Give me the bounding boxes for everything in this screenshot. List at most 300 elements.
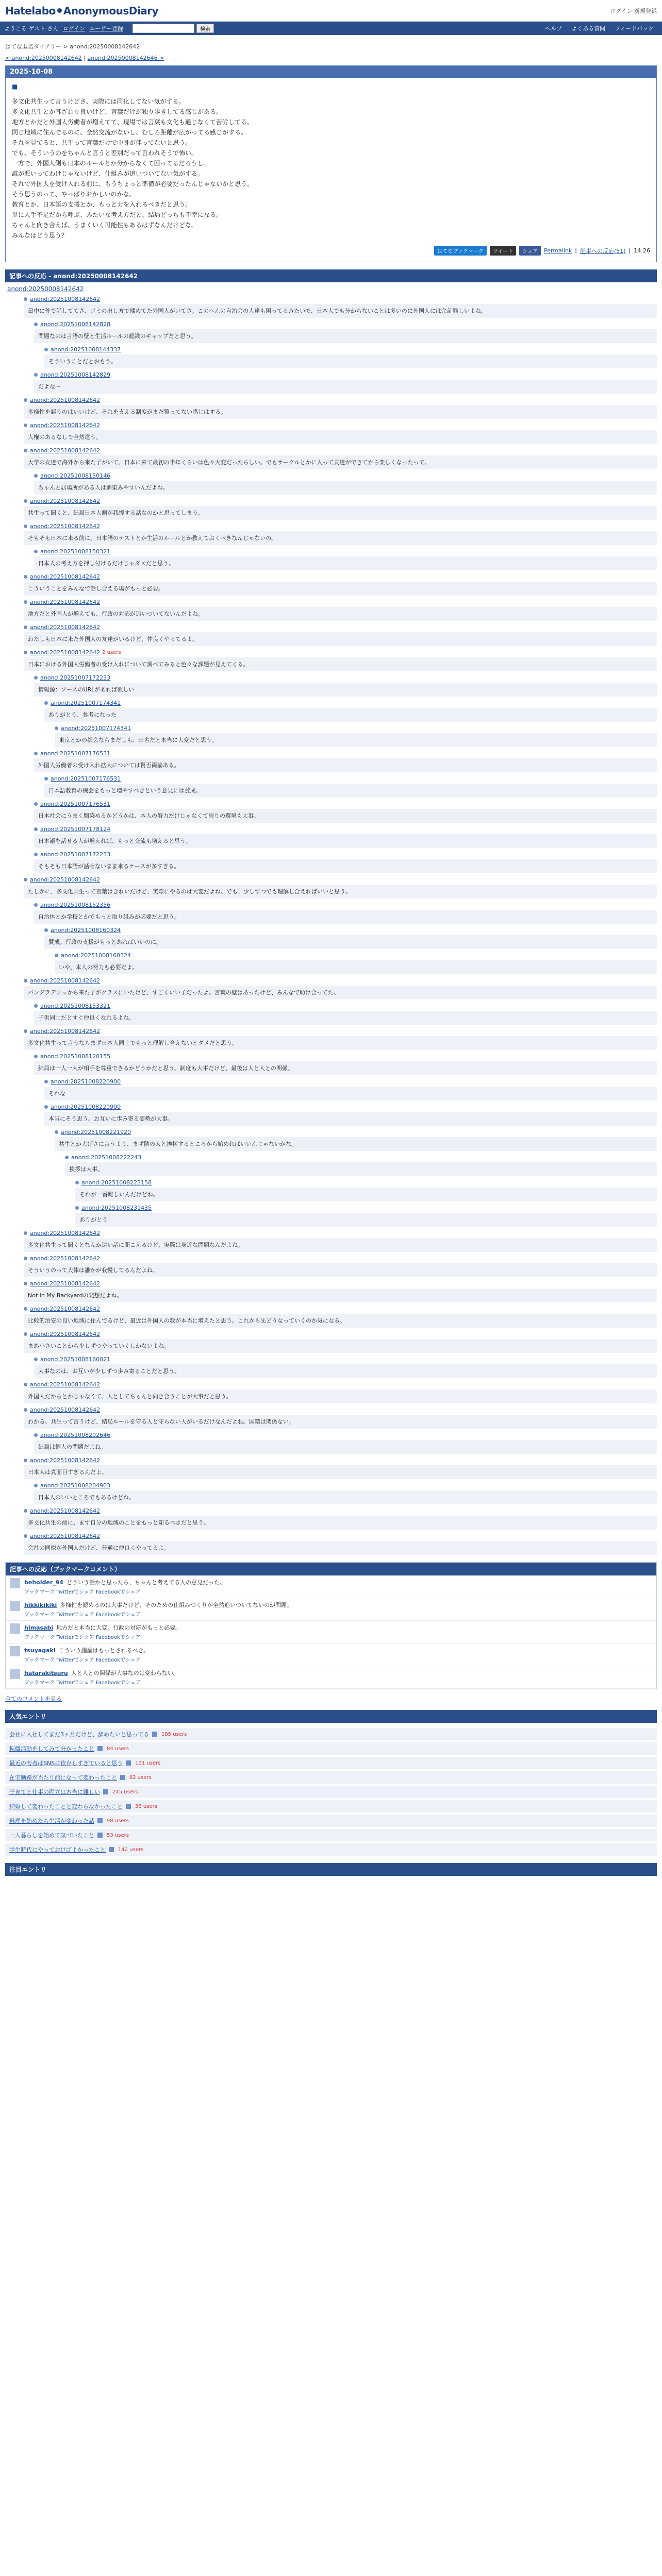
comment-id-link[interactable]: anond:20251007178124	[40, 826, 111, 833]
comment	[24, 1457, 657, 1479]
comment-header	[24, 1331, 657, 1337]
comment-id-link[interactable]: anond:20251007174341	[51, 700, 121, 706]
comment-id-link[interactable]: anond:20251008142642	[30, 573, 101, 580]
comment	[24, 1230, 657, 1252]
comment-text: 多文化共生の前に、まず自分の地域のことをもっと知るべきだと思う。	[24, 1516, 657, 1530]
article-line: 教育とか、日本語の支援とか、もっと力を入れるべきだと思う。	[12, 201, 192, 208]
popular-entry-count[interactable]: 62 users	[129, 1774, 152, 1781]
bullet-icon	[24, 1257, 27, 1260]
comment	[24, 573, 657, 596]
comment-header	[24, 1306, 657, 1312]
bookmark-share-links[interactable]: ブックマーク Twitterでシェア Facebookでシェア	[24, 1612, 141, 1618]
comment-text: 挨拶は大事。	[65, 1162, 657, 1176]
comment	[34, 902, 657, 924]
article-line: 多文化共生とか耳ざわり良いけど、言葉だけが独り歩きしてる感じがある。	[12, 108, 223, 115]
comment-header	[24, 1533, 657, 1539]
comment	[24, 1028, 657, 1050]
bookmark-user[interactable]: hikkikikiki	[24, 1602, 57, 1608]
comment-id-link[interactable]: anond:20251008142642	[30, 977, 101, 984]
comment-text: 日本における外国人労働者の受け入れについて調べてみると色々な課題が見えてくる。	[24, 657, 657, 671]
comment	[34, 674, 657, 697]
entry-icon	[120, 1775, 125, 1780]
comment-id-link[interactable]: anond:20251007174341	[61, 725, 131, 732]
bookmark-count[interactable]: 2 users	[102, 650, 121, 655]
comment	[24, 1280, 657, 1302]
comment	[34, 801, 657, 823]
comment-id-link[interactable]: anond:20251008142642	[30, 447, 101, 454]
menu-faq[interactable]: よくある質問	[571, 25, 606, 32]
comment-header	[24, 1230, 657, 1236]
popular-entry[interactable]	[5, 1786, 657, 1798]
comment-id-link[interactable]: anond:20251008153321	[40, 1003, 111, 1009]
comment-header	[24, 599, 657, 605]
comment-id-link[interactable]: anond:20251008142642	[30, 1406, 101, 1413]
article-line: でも、そういうのをちゃんと言うと差別だって言われそうで怖い。	[12, 149, 198, 157]
bullet-icon	[24, 575, 27, 579]
bookmark-item	[6, 1666, 656, 1689]
comment-id-link[interactable]: anond:20251008160021	[40, 1356, 111, 1363]
popular-entry[interactable]	[5, 1728, 657, 1740]
comment-id-link[interactable]: anond:20251008142642	[30, 1230, 101, 1236]
avatar[interactable]	[10, 1646, 20, 1656]
comment-id-link[interactable]: anond:20251008142642	[30, 649, 101, 656]
comment	[44, 927, 657, 949]
bullet-icon	[24, 878, 27, 882]
comment-text: そもそも日本語が話せないまま来るケースが多すぎる。	[34, 859, 657, 873]
bookmark-user[interactable]: hatarakitsuru	[24, 1670, 68, 1676]
share-facebook-button[interactable]: シェア	[519, 246, 541, 256]
comment-text: そもそも日本に来る前に、日本語のテストとか生活のルールとか教えておくべきなんじゃないの。	[24, 531, 657, 545]
bookmark-share-links[interactable]: ブックマーク Twitterでシェア Facebookでシェア	[24, 1657, 141, 1663]
comment-id-link[interactable]: anond:20251008142642	[30, 1331, 101, 1337]
popular-entry-count[interactable]: 53 users	[107, 1832, 129, 1838]
entry-nav: < anond:20250008142642 | anond:20250008142646 >	[5, 55, 164, 61]
comment-header	[24, 422, 657, 429]
comment-id-link[interactable]: anond:20251008142642	[30, 498, 101, 504]
comment	[24, 1255, 657, 1277]
popular-entry-title[interactable]: 最近の若者はSNSに依存しすぎていると思う	[9, 1760, 123, 1767]
reactions-root-link[interactable]: anond:20250008142642	[7, 285, 84, 293]
article-line: 誰が悪いってわけじゃないけど、仕組みが追いついてない気がする。	[12, 170, 204, 177]
comment-id-link[interactable]: anond:20251008160324	[61, 952, 131, 959]
search-button[interactable]: 検索	[196, 24, 214, 33]
menu-feedback[interactable]: フィードバック	[615, 25, 654, 32]
comment-header	[24, 1280, 657, 1287]
article-line: みんなはどう思う？	[12, 232, 68, 239]
bullet-icon	[44, 1105, 48, 1109]
header-login-links[interactable]: ログイン 新規登録	[610, 7, 657, 14]
comment-text: 自治体とか学校とかでもっと取り組みが必要だと思う。	[34, 910, 657, 924]
comment	[24, 1306, 657, 1328]
comment	[75, 1205, 657, 1227]
comment-id-link[interactable]: anond:20251008220900	[51, 1078, 121, 1085]
comment	[24, 397, 657, 419]
comment	[34, 826, 657, 848]
comment-id-link[interactable]: anond:20251008142829	[40, 371, 111, 378]
comment-header	[24, 397, 657, 403]
comment-header	[34, 801, 657, 807]
bullet-icon	[24, 600, 27, 604]
comment-text: 多様性を謳うのはいいけど、それを支える制度がまだ整ってない感じはする。	[24, 405, 657, 419]
bookmark-item	[6, 1643, 656, 1666]
bullet-icon	[24, 1459, 27, 1462]
article-line: 地方とかだと外国人労働者が増えてて、現場では言葉も文化も通じなくて苦労してる。	[12, 118, 253, 126]
comment-text: 東京とかの都会ならまだしも、田舎だと本当に大変だと思う。	[55, 733, 657, 747]
popular-entry-count[interactable]: 142 users	[118, 1846, 144, 1853]
popular-entry-count[interactable]: 84 users	[107, 1745, 129, 1752]
comment	[44, 775, 657, 798]
comment-header	[34, 1482, 657, 1489]
bullet-icon	[75, 1181, 79, 1184]
bookmark-text: 多様性を認めるのは大事だけど、そのための仕組みづくりが全然追いついてないのが問題。	[60, 1602, 293, 1608]
bullet-icon	[24, 524, 27, 528]
entry-icon	[97, 1818, 103, 1823]
comment	[24, 296, 657, 318]
comment	[24, 1533, 657, 1555]
comment-header	[34, 674, 657, 681]
comment-id-link[interactable]: anond:20251008221920	[61, 1129, 131, 1136]
comment-header	[24, 1028, 657, 1035]
comment-id-link[interactable]: anond:20251008142642	[30, 422, 101, 429]
entry-icon	[126, 1760, 131, 1766]
comment-text: 子供同士だとすぐ仲良くなれるよね。	[34, 1011, 657, 1025]
article-line: そう思うのって、やっぱりおかしいのかな。	[12, 191, 136, 198]
main-content	[0, 35, 662, 1879]
comment-text: ありがとう、参考になった	[44, 708, 657, 722]
bullet-icon	[55, 1130, 58, 1134]
comment-header	[44, 700, 657, 706]
entry-icon	[97, 1833, 103, 1838]
comment-header	[24, 447, 657, 454]
comment-text: 外国人労働者の受け入れ拡大については賛否両論ある。	[34, 758, 657, 772]
bullet-icon	[34, 1484, 38, 1487]
popular-entry-title[interactable]: 在宅勤務が当たり前になって変わったこと	[9, 1774, 117, 1781]
comment-header	[34, 548, 657, 555]
comment-id-link[interactable]: anond:20251008120155	[40, 1053, 111, 1060]
bullet-icon	[34, 676, 38, 680]
comment-id-link[interactable]: anond:20251008142642	[30, 1255, 101, 1262]
comment-id-link[interactable]: anond:20251008142642	[30, 296, 101, 302]
comment-text: 人権のあるなしで全然違う。	[24, 430, 657, 444]
comment-header	[34, 851, 657, 858]
menu-item-register[interactable]: ユーザー登録	[89, 25, 124, 32]
comment-text: 共生って聞くと、結局日本人側が我慢する話なのかと思ってしまう。	[24, 506, 657, 520]
popular-entry[interactable]	[5, 1771, 657, 1784]
bullet-icon	[44, 777, 48, 781]
comment-text: 最中に外で話しててさ、ゴミの出し方で揉めてた外国人がいてさ。このへんの自治会の人達も困ってるみたいで、日本人でも分からないことは多いのに外国人には余計難しいよね。	[24, 304, 657, 318]
popular-entry-count[interactable]: 36 users	[135, 1803, 157, 1809]
bookmark-list	[6, 1575, 656, 1689]
site-header	[0, 0, 662, 22]
comment-id-link[interactable]: anond:20251008142642	[30, 523, 101, 530]
comment-text: たしかに、多文化共生って言葉はきれいだけど、実際にやるのは大変だよね。でも、少しずつでも理解し合えればいいと思う。	[24, 885, 657, 899]
comment	[55, 1129, 657, 1151]
bullet-icon	[34, 853, 38, 856]
comment-header	[44, 346, 657, 353]
comment-id-link[interactable]: anond:20251007172233	[40, 674, 111, 681]
comment-header	[44, 1104, 657, 1110]
entry-icon	[103, 1789, 108, 1794]
bullet-icon	[24, 1307, 27, 1311]
comment-text: ちゃんと居場所がある人は馴染みやすいんだよね。	[34, 481, 657, 495]
bookmark-text: どういう話かと思ったら、ちゃんと考えてる人の意見だった。	[67, 1579, 226, 1586]
comment	[24, 1507, 657, 1530]
comment-header	[24, 523, 657, 530]
comment-text: 大学の友達で海外から来た子がいて、日本に来て最初の半年くらいは色々大変だったらしい。でもサークルとかに入って友達ができてから楽しくなったって。	[24, 455, 657, 469]
comment-id-link[interactable]: anond:20251008142642	[30, 1306, 101, 1312]
comment	[34, 548, 657, 570]
comment-id-link[interactable]: anond:20251008223158	[81, 1179, 152, 1186]
article-line: 単に人手不足だから呼ぶ、みたいな考え方だと、結局どっちも不幸になる。	[12, 211, 223, 218]
comment	[24, 624, 657, 646]
comment	[55, 725, 657, 747]
comment-text: Not in My Backyardの発想だよね。	[24, 1289, 657, 1302]
popular-entry-title[interactable]: 転職活動をしてみて分かったこと	[9, 1745, 94, 1752]
avatar[interactable]	[10, 1578, 20, 1588]
comment-id-link[interactable]: anond:20251008142642	[30, 1533, 101, 1539]
bullet-icon	[34, 373, 38, 377]
comment-text: 日本語教育の機会をもっと増やすべきという意見には賛成。	[44, 784, 657, 798]
comment-header	[34, 1003, 657, 1009]
comment-id-link[interactable]: anond:20251008142642	[30, 1381, 101, 1388]
comment-id-link[interactable]: anond:20251007176531	[40, 801, 111, 807]
popular-entry[interactable]	[5, 1843, 657, 1856]
bookmark-item	[6, 1598, 656, 1621]
comment-header	[34, 1356, 657, 1363]
article-line: それを見てると、共生って言葉だけで中身が伴ってないと思う。	[12, 139, 192, 146]
comment-text: バングラデシュから来た子がクラスにいたけど、すごくいい子だったよ。言葉の壁はあったけど、みんなで助け合ってた。	[24, 986, 657, 999]
comment-header	[24, 573, 657, 580]
comment-id-link[interactable]: anond:20251008144337	[51, 346, 121, 353]
comment-text: 多文化共生って言うならまず日本人同士でもっと理解し合えないとダメだと思う。	[24, 1036, 657, 1050]
comment-header	[34, 321, 657, 328]
comment-header	[44, 1078, 657, 1085]
popular-entry-title[interactable]: 一人暮らしを始めて気づいたこと	[9, 1832, 94, 1839]
popular-list	[5, 1728, 657, 1856]
bullet-icon	[34, 474, 38, 478]
comment-text: いや、本人の努力も必要だよ。	[55, 960, 657, 974]
avatar[interactable]	[10, 1669, 20, 1679]
article-line: それで外国人を受け入れる前に、もうちょっと準備が必要だったんじゃないかと思う。	[12, 180, 254, 188]
bullet-icon	[24, 979, 27, 982]
comment-text: 問題なのは言語の壁と生活ルールの認識のギャップだと思う。	[34, 329, 657, 343]
comment-header	[24, 649, 657, 656]
popular-entry[interactable]	[5, 1757, 657, 1769]
comment-text: 外国人だからとかじゃなくて、人としてちゃんと向き合うことが大事だと思う。	[24, 1389, 657, 1403]
comment	[24, 1381, 657, 1403]
comment	[34, 321, 657, 343]
bookmark-text: 地方だと本当に大変。行政の対応がもっと必要。	[56, 1624, 181, 1631]
bookmark-item	[6, 1621, 656, 1643]
comment-text: それが一番難しいんだけどね。	[75, 1188, 657, 1201]
comment-id-link[interactable]: anond:20251008204903	[40, 1482, 111, 1489]
comment-id-link[interactable]: anond:20251008142642	[30, 397, 101, 403]
comment-text: 本当にそう思う。お互いに歩み寄る姿勢が大事。	[44, 1112, 657, 1126]
bookmark-text: 人と人との関係が大事なのは変わらない。	[71, 1670, 179, 1676]
popular-entry-count[interactable]: 121 users	[135, 1760, 161, 1766]
comment-id-link[interactable]: anond:20251007172233	[40, 851, 111, 858]
comment-text: こういうことをみんなで話し合える場がもっと必要。	[24, 582, 657, 596]
comment-header	[24, 498, 657, 504]
bullet-icon	[24, 449, 27, 452]
bullet-icon	[44, 928, 48, 932]
bullet-icon	[34, 1004, 38, 1008]
comment	[44, 700, 657, 722]
breadcrumb[interactable]: はてな匿名ダイアリー > anond:20250008142642	[5, 43, 140, 50]
comment-header	[24, 876, 657, 883]
bullet-icon	[24, 423, 27, 427]
permalink[interactable]: Permalink	[544, 247, 572, 254]
comment	[24, 523, 657, 545]
entry-icon	[97, 1746, 103, 1751]
comment-header	[24, 624, 657, 631]
entry-icon	[126, 1804, 131, 1809]
comment	[24, 422, 657, 444]
comment-id-link[interactable]: anond:20251008142642	[30, 599, 101, 605]
comment	[44, 1078, 657, 1100]
comment-id-link[interactable]: anond:20251008142642	[30, 624, 101, 631]
comment-tree	[5, 296, 657, 1555]
bookmark-user[interactable]: himasabi	[24, 1624, 54, 1631]
comment-header	[55, 1129, 657, 1136]
comment	[34, 1003, 657, 1025]
comment-header	[44, 927, 657, 934]
comment-text: 多文化共生って聞くとなんか遠い話に聞こえるけど、実際は身近な問題なんだよね。	[24, 1238, 657, 1252]
comment-id-link[interactable]: anond:20251008142642	[30, 1507, 101, 1514]
menu-item-login[interactable]: ログイン	[62, 25, 86, 32]
popular-heading: 人気エントリ	[5, 1710, 657, 1723]
popular-entry-count[interactable]: 185 users	[161, 1731, 187, 1737]
share-twitter-button[interactable]: ツイート	[490, 246, 517, 256]
comment-id-link[interactable]: anond:20251008150321	[40, 548, 111, 555]
popular-entry[interactable]	[5, 1800, 657, 1812]
comment	[65, 1154, 657, 1176]
comment	[24, 977, 657, 999]
comment-text: 賛成。行政の支援がもっとあればいいのに。	[44, 935, 657, 949]
entry-icon	[152, 1732, 157, 1737]
avatar[interactable]	[10, 1623, 20, 1634]
avatar[interactable]	[10, 1601, 20, 1611]
reaction-count-link[interactable]: 記事への反応(51)	[580, 247, 626, 255]
comment-header	[55, 952, 657, 959]
comment	[55, 952, 657, 974]
logo-dot-icon	[57, 8, 62, 13]
comment-id-link[interactable]: anond:20251008150146	[40, 472, 111, 479]
site-logo[interactable]	[5, 5, 158, 17]
popular-entry[interactable]	[5, 1815, 657, 1827]
comment-id-link[interactable]: anond:20251008152356	[40, 902, 111, 908]
comment-text: そういうことだとおもう。	[44, 354, 657, 368]
article-footer: はてなブックマーク ツイート シェア Permalink | 記事への反応(51) | 14:26	[12, 246, 650, 256]
comment	[24, 599, 657, 621]
comment-header	[65, 1154, 657, 1161]
comment-id-link[interactable]: anond:20251008142642	[30, 1280, 101, 1287]
popular-entry-title[interactable]: 学生時代にやっておけばよかったこと	[9, 1846, 106, 1853]
comment-id-link[interactable]: anond:20251007176531	[51, 775, 121, 782]
comment-id-link[interactable]: anond:20251007176531	[40, 750, 111, 757]
comment-text: それな	[44, 1087, 657, 1100]
bookmark-share-links[interactable]: ブックマーク Twitterでシェア Facebookでシェア	[24, 1635, 141, 1640]
comment-header	[34, 750, 657, 757]
popular-entry-title[interactable]: 子育てと仕事の両立は本当に難しい	[9, 1789, 100, 1795]
comment-id-link[interactable]: anond:20251008220900	[51, 1104, 121, 1110]
share-hatena-button[interactable]: はてなブックマーク	[434, 246, 486, 256]
search-input[interactable]	[133, 24, 194, 33]
comment-id-link[interactable]: anond:20251008142642	[30, 1457, 101, 1464]
menu-help[interactable]: ヘルプ	[545, 25, 562, 32]
popular-entry-count[interactable]: 245 users	[112, 1789, 138, 1795]
bullet-icon	[55, 726, 58, 730]
bullet-icon	[34, 1433, 38, 1437]
comment-text: 日本語を話せる人が増えれば、もっと交流も増えると思う。	[34, 834, 657, 848]
bullet-icon	[24, 1282, 27, 1285]
comment-id-link[interactable]: anond:20251008142642	[30, 876, 101, 883]
next-entry-link[interactable]: anond:20250008142646 >	[87, 55, 164, 61]
comment-id-link[interactable]: anond:20251008160324	[51, 927, 121, 934]
bullet-icon	[24, 1408, 27, 1412]
bullet-icon	[24, 398, 27, 402]
article	[5, 65, 657, 262]
comment-header	[44, 775, 657, 782]
bullet-icon	[44, 348, 48, 351]
bullet-icon	[55, 954, 58, 957]
menu-item-welcome: ようこそ ゲスト さん	[4, 25, 59, 32]
article-date: 2025-10-08	[6, 66, 656, 78]
bullet-icon	[34, 550, 38, 553]
comment	[24, 876, 657, 899]
bullet-icon	[65, 1156, 69, 1159]
bullet-icon	[24, 1332, 27, 1336]
popular-entry-title[interactable]: 会社に入社してまだ3ヶ月だけど、辞めたいと思ってる	[9, 1731, 149, 1738]
section-mark[interactable]: ■	[12, 83, 18, 90]
comment	[34, 1432, 657, 1454]
comment-text: ありがとう	[75, 1213, 657, 1227]
bullet-icon	[34, 752, 38, 755]
bullet-icon	[24, 1534, 27, 1538]
comment-header	[24, 1255, 657, 1262]
popular-entry-title[interactable]: 料理を始めたら生活が変わった話	[9, 1818, 94, 1824]
comment-text: 結局は一人一人が相手を尊重できるかどうかだと思う。制度も大事だけど、最後は人と人との関係。	[34, 1061, 657, 1075]
comment-id-link[interactable]: anond:20251008202646	[40, 1432, 111, 1438]
bookmark-share-links[interactable]: ブックマーク Twitterでシェア Facebookでシェア	[24, 1680, 141, 1686]
comment-id-link[interactable]: anond:20251008142828	[40, 321, 111, 328]
prev-entry-link[interactable]: < anond:20250008142642	[5, 55, 82, 61]
bookmark-user[interactable]: tsuyagaki	[24, 1647, 56, 1654]
comment	[44, 1104, 657, 1126]
comment	[34, 371, 657, 394]
popular-entry[interactable]	[5, 1829, 657, 1841]
bookmark-user[interactable]: beholder_94	[24, 1579, 64, 1586]
comment-id-link[interactable]: anond:20251008222243	[71, 1154, 142, 1161]
bookmark-heading: 記事への反応（ブックマークコメント）	[6, 1563, 656, 1575]
all-comments-link[interactable]: 全てのコメントを見る	[5, 1696, 62, 1702]
comment	[34, 851, 657, 873]
popular-entry-count[interactable]: 98 users	[106, 1818, 129, 1824]
article-line: 同じ地域に住んでるのに、全然交流がないし、むしろ距離が広がってる感じがする。	[12, 129, 247, 136]
bullet-icon	[34, 827, 38, 831]
comment-id-link[interactable]: anond:20251008231435	[81, 1205, 152, 1211]
bookmark-share-links[interactable]: ブックマーク Twitterでシェア Facebookでシェア	[24, 1589, 141, 1595]
popular-entry[interactable]	[5, 1742, 657, 1755]
bullet-icon	[24, 625, 27, 629]
article-line: ちゃんと向き合えば、うまくいく可能性もあるはずなんだけどな。	[12, 222, 198, 229]
bullet-icon	[34, 903, 38, 907]
comment-id-link[interactable]: anond:20251008142642	[30, 1028, 101, 1035]
comment-text: だよな〜	[34, 380, 657, 394]
comment-header	[34, 472, 657, 479]
popular-entry-title[interactable]: 結婚して変わったことと変わらなかったこと	[9, 1803, 123, 1810]
comment	[24, 649, 657, 671]
